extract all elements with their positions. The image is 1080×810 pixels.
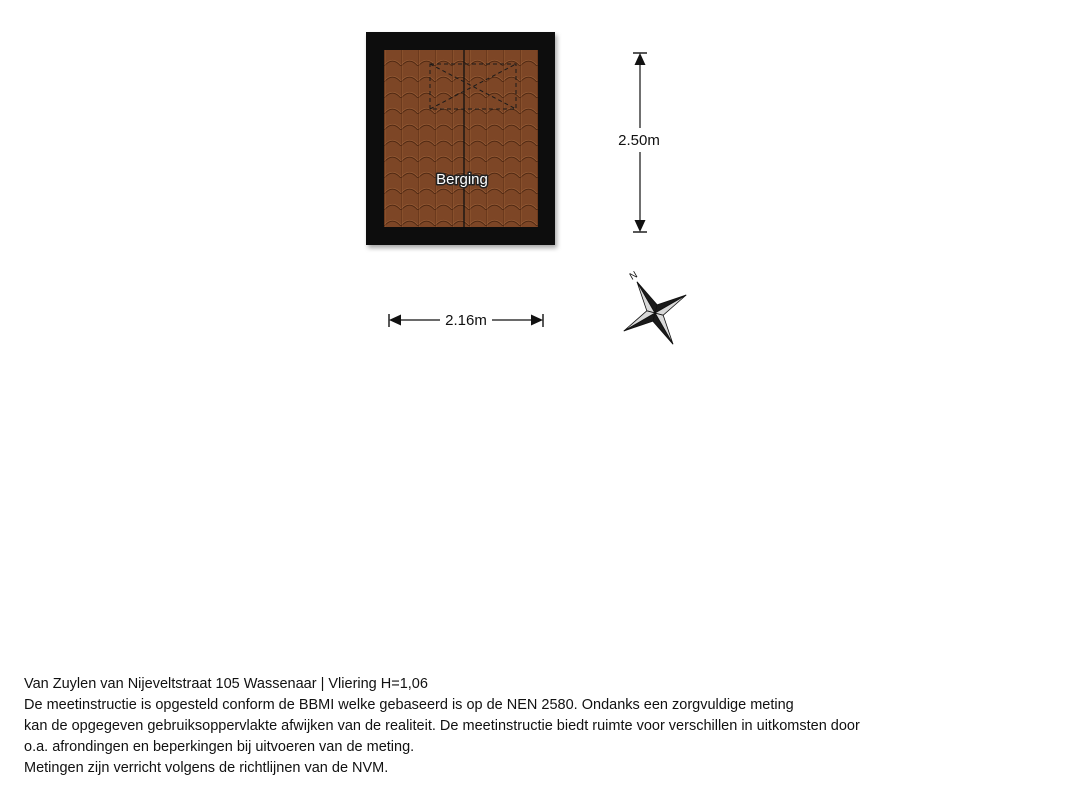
dimension-width: [389, 312, 543, 329]
dimension-height: [618, 53, 660, 232]
footer-disclaimer-line: De meetinstructie is opgesteld conform de BBMI welke gebaseerd is op de NEN 2580. Ondanks een zorgvuldige meting: [24, 697, 794, 713]
footer-disclaimer-line: Metingen zijn verricht volgens de richtlijnen van de NVM.: [24, 760, 389, 776]
compass-north-label: N: [627, 269, 640, 283]
dimension-width-label: 2.16m: [445, 312, 487, 329]
compass-rose-icon: [600, 253, 704, 362]
dimension-height-label: 2.50m: [618, 132, 660, 149]
footer-disclaimer-line: o.a. afrondingen en beperkingen bij uitvoeren van de meting.: [24, 739, 415, 755]
footer-notes: [24, 674, 1064, 779]
footer-title: Van Zuylen van Nijeveltstraat 105 Wassenaar | Vliering H=1,06: [24, 676, 428, 692]
room-label: Berging: [436, 171, 488, 188]
footer-disclaimer-line: kan de opgegeven gebruiksoppervlakte afwijken van de realiteit. De meetinstructie biedt ruimte voor verschillen in uitkomsten door: [24, 718, 860, 734]
room-floor: [384, 50, 538, 227]
